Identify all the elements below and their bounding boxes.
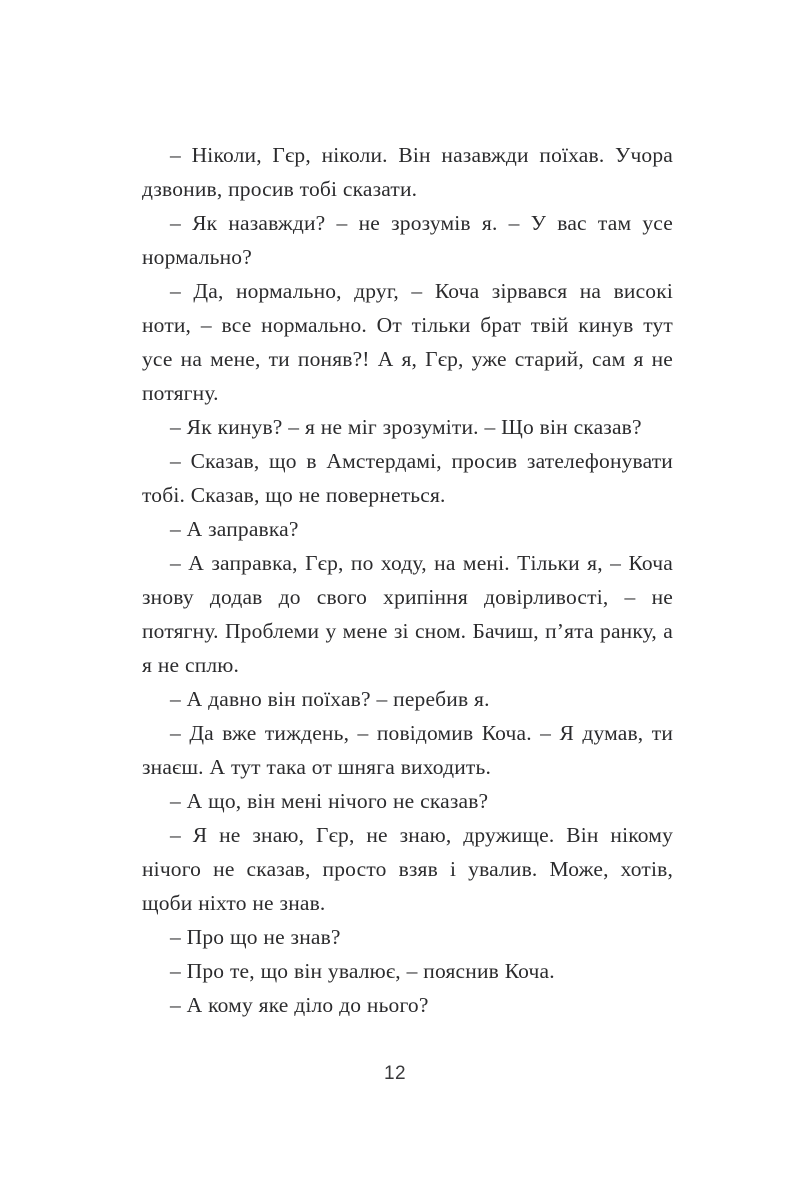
paragraph: – А що, він мені нічого не сказав? [170,789,489,813]
page-text-block [142,138,673,1022]
paragraph: – Сказав, що в Амстердамі, просив зателефонувати тобі. Сказав, що не повернеться. [142,449,673,507]
paragraph: – Ніколи, Гєр, ніколи. Він назавжди поїхав. Учора дзвонив, просив тобі сказати. [142,143,673,201]
paragraph: – А заправка? [170,517,299,541]
paragraph: – Про те, що він увалює, – пояснив Коча. [170,959,555,983]
paragraph: – Да вже тиждень, – повідомив Коча. – Я думав, ти знаєш. А тут така от шняга виходить. [142,721,673,779]
paragraph: – Як назавжди? – не зрозумів я. – У вас там усе нормально? [142,211,673,269]
paragraph: – Да, нормально, друг, – Коча зірвався на високі ноти, – все нормально. От тільки брат твій кинув тут усе на мене, ти поняв?! А я, Гєр, уже старий, сам я не потягну. [142,279,673,405]
paragraph: – Як кинув? – я не міг зрозуміти. – Що він сказав? [170,415,642,439]
paragraph: – А заправка, Гєр, по ходу, на мені. Тільки я, – Коча знову додав до свого хрипіння довірливості, – не потягну. Проблеми у мене зі сном. Бачиш, п’ята ранку, а я не сплю. [142,551,673,677]
paragraph: – А кому яке діло до нього? [170,993,429,1017]
paragraph: – Я не знаю, Гєр, не знаю, дружище. Він нікому нічого не сказав, просто взяв і увалив. Може, хотів, щоби ніхто не знав. [142,823,673,915]
paragraph: – А давно він поїхав? – перебив я. [170,687,490,711]
paragraph: – Про що не знав? [170,925,341,949]
page-number: 12 [384,1063,406,1084]
